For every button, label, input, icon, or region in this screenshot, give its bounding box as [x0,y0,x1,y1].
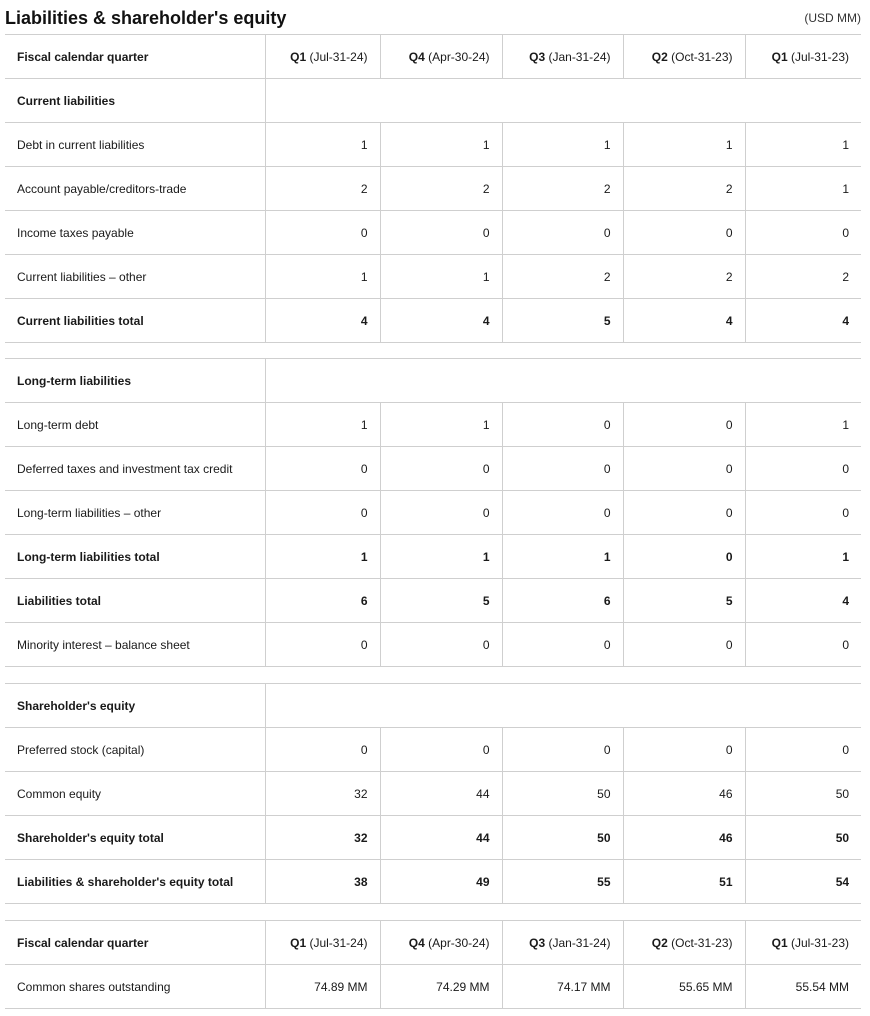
column-header: Q3 (Jan-31-24) [502,35,623,79]
total-row [5,579,861,623]
value-cell: 38 [265,860,380,904]
row-label: Minority interest – balance sheet [5,623,265,667]
value-cell: 32 [265,772,380,816]
row-label: Liabilities & shareholder's equity total [5,860,265,904]
column-header-row [5,35,861,79]
value-cell: 74.89 MM [265,965,380,1009]
value-cell: 0 [380,447,502,491]
value-cell: 74.29 MM [380,965,502,1009]
value-cell: 0 [265,491,380,535]
value-cell: 4 [380,299,502,343]
currency-unit: (USD MM) [804,11,861,25]
value-cell: 2 [380,167,502,211]
value-cell: 1 [380,535,502,579]
page-header [5,6,861,30]
total-row [5,860,861,904]
row-label: Long-term liabilities – other [5,491,265,535]
section-header-row [5,359,861,403]
header-label: Fiscal calendar quarter [5,921,265,965]
value-cell: 4 [623,299,745,343]
value-cell: 0 [265,447,380,491]
section-spacer [265,359,861,403]
section-title: Current liabilities [5,79,265,123]
section-header-row [5,684,861,728]
value-cell: 0 [745,447,861,491]
shareholders-equity-table [5,683,861,904]
value-cell: 6 [265,579,380,623]
value-cell: 50 [745,772,861,816]
total-row [5,299,861,343]
column-header: Q4 (Apr-30-24) [380,35,502,79]
value-cell: 1 [745,403,861,447]
value-cell: 2 [502,255,623,299]
row-label: Debt in current liabilities [5,123,265,167]
value-cell: 1 [745,123,861,167]
value-cell: 0 [623,447,745,491]
column-header: Q1 (Jul-31-24) [265,35,380,79]
value-cell: 1 [265,255,380,299]
value-cell: 1 [745,535,861,579]
total-row [5,535,861,579]
value-cell: 1 [380,255,502,299]
value-cell: 0 [623,623,745,667]
value-cell: 0 [623,728,745,772]
value-cell: 0 [502,728,623,772]
value-cell: 4 [745,579,861,623]
row-label: Shareholder's equity total [5,816,265,860]
column-header: Q4 (Apr-30-24) [380,921,502,965]
row-label: Current liabilities – other [5,255,265,299]
row-label: Account payable/creditors-trade [5,167,265,211]
value-cell: 1 [745,167,861,211]
table-row [5,167,861,211]
value-cell: 46 [623,772,745,816]
total-row [5,816,861,860]
current-liabilities-table [5,34,861,343]
value-cell: 0 [502,211,623,255]
section-title: Long-term liabilities [5,359,265,403]
value-cell: 2 [265,167,380,211]
value-cell: 55 [502,860,623,904]
value-cell: 51 [623,860,745,904]
value-cell: 50 [502,772,623,816]
value-cell: 0 [265,728,380,772]
table-row [5,623,861,667]
value-cell: 0 [623,211,745,255]
value-cell: 4 [265,299,380,343]
column-header: Q2 (Oct-31-23) [623,35,745,79]
value-cell: 0 [380,211,502,255]
table-row [5,728,861,772]
value-cell: 2 [745,255,861,299]
table-row [5,403,861,447]
value-cell: 0 [380,728,502,772]
value-cell: 54 [745,860,861,904]
column-header: Q2 (Oct-31-23) [623,921,745,965]
header-label: Fiscal calendar quarter [5,35,265,79]
section-title: Shareholder's equity [5,684,265,728]
value-cell: 0 [265,211,380,255]
value-cell: 0 [502,403,623,447]
row-label: Common equity [5,772,265,816]
value-cell: 49 [380,860,502,904]
value-cell: 6 [502,579,623,623]
value-cell: 0 [265,623,380,667]
value-cell: 5 [502,299,623,343]
value-cell: 55.65 MM [623,965,745,1009]
table-row [5,211,861,255]
section-spacer [265,684,861,728]
value-cell: 0 [745,211,861,255]
value-cell: 5 [623,579,745,623]
value-cell: 1 [265,403,380,447]
table-row [5,965,861,1009]
value-cell: 2 [502,167,623,211]
value-cell: 0 [623,535,745,579]
value-cell: 5 [380,579,502,623]
page-title: Liabilities & shareholder's equity [5,8,287,28]
value-cell: 55.54 MM [745,965,861,1009]
table-row [5,772,861,816]
value-cell: 1 [380,403,502,447]
table-row [5,255,861,299]
column-header: Q1 (Jul-31-23) [745,921,861,965]
value-cell: 32 [265,816,380,860]
table-row [5,123,861,167]
value-cell: 74.17 MM [502,965,623,1009]
value-cell: 1 [265,535,380,579]
value-cell: 1 [623,123,745,167]
value-cell: 4 [745,299,861,343]
column-header: Q1 (Jul-31-24) [265,921,380,965]
value-cell: 46 [623,816,745,860]
value-cell: 0 [623,491,745,535]
column-header: Q1 (Jul-31-23) [745,35,861,79]
value-cell: 50 [745,816,861,860]
value-cell: 0 [380,623,502,667]
row-label: Liabilities total [5,579,265,623]
row-label: Preferred stock (capital) [5,728,265,772]
value-cell: 0 [623,403,745,447]
section-header-row [5,79,861,123]
row-label: Current liabilities total [5,299,265,343]
value-cell: 0 [502,491,623,535]
value-cell: 0 [380,491,502,535]
column-header-row [5,921,861,965]
row-label: Long-term debt [5,403,265,447]
value-cell: 0 [745,728,861,772]
table-row [5,491,861,535]
table-row [5,447,861,491]
value-cell: 1 [502,535,623,579]
value-cell: 2 [623,255,745,299]
row-label: Income taxes payable [5,211,265,255]
value-cell: 1 [380,123,502,167]
row-label: Common shares outstanding [5,965,265,1009]
value-cell: 2 [623,167,745,211]
section-spacer [265,79,861,123]
row-label: Long-term liabilities total [5,535,265,579]
value-cell: 44 [380,816,502,860]
column-header: Q3 (Jan-31-24) [502,921,623,965]
value-cell: 1 [502,123,623,167]
value-cell: 50 [502,816,623,860]
value-cell: 0 [745,623,861,667]
shares-outstanding-table [5,920,861,1009]
value-cell: 44 [380,772,502,816]
long-term-liabilities-table [5,358,861,667]
row-label: Deferred taxes and investment tax credit [5,447,265,491]
value-cell: 0 [745,491,861,535]
value-cell: 0 [502,623,623,667]
value-cell: 1 [265,123,380,167]
value-cell: 0 [502,447,623,491]
